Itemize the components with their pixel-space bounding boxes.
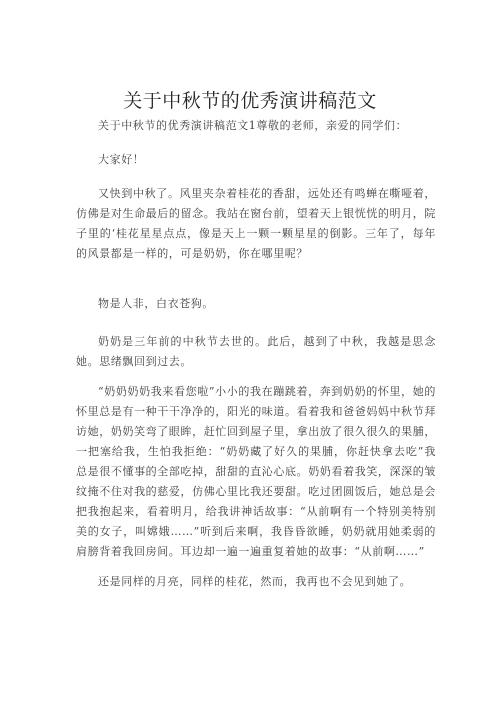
body-paragraph: 还是同样的月亮，同样的桂花，然而，我再也不会见到她了。	[98, 575, 412, 588]
document-title: 关于中秋节的优秀演讲稿范文	[123, 90, 377, 112]
body-paragraph: 又快到中秋了。风里夹杂着桂花的香甜，远处还有鸣蝉在嘶哑着，仿佛是对生命最后的留念。我站在窗台前，望着天上银恍恍的明月，院子里的‘桂花星星点点，像是天上一颗一颗星星的倒影。三年了，每年的风景都是一样的，可是奶奶，你在哪里呢？	[76, 187, 436, 260]
body-paragraph: 奶奶是三年前的中秋节去世的。此后，越到了中秋，我越是思念她。思绪飘回到过去。	[76, 335, 436, 368]
body-paragraph: “奶奶奶奶我来看您啦”小小的我在蹦跳着，奔到奶奶的怀里，她的怀里总是有一种干干净净的，阳光的味道。看着我和爸爸妈妈中秋节拜访她，奶奶笑弯了眼眸，赶忙回到屋子里，拿出放了很久很久的果脯，一把塞给我，生怕我拒绝：“奶奶藏了好久的果脯，你赶快拿去吃”我总是很不懂事的全部吃掉，甜甜的直沁心底。奶奶看着我笑，深深的皱纹掩不住对我的慈爱，仿佛心里比我还要甜。吃过团圆饭后，她总是会把我抱起来，看着明月，给我讲神话故事：“从前啊有一个特别美特别美的女子，叫嫦娥……”听到后来啊，我昏昏欲睡，奶奶就用她柔弱的肩膀背着我回房间。耳边却一遍一遍重复着她的故事：“从前啊……”	[76, 385, 436, 558]
greeting-paragraph: 大家好！	[98, 153, 145, 166]
body-paragraph: 物是人非，白衣苍狗。	[98, 297, 214, 310]
intro-line: 关于中秋节的优秀演讲稿范文1尊敬的老师，亲爱的同学们：	[98, 119, 408, 132]
